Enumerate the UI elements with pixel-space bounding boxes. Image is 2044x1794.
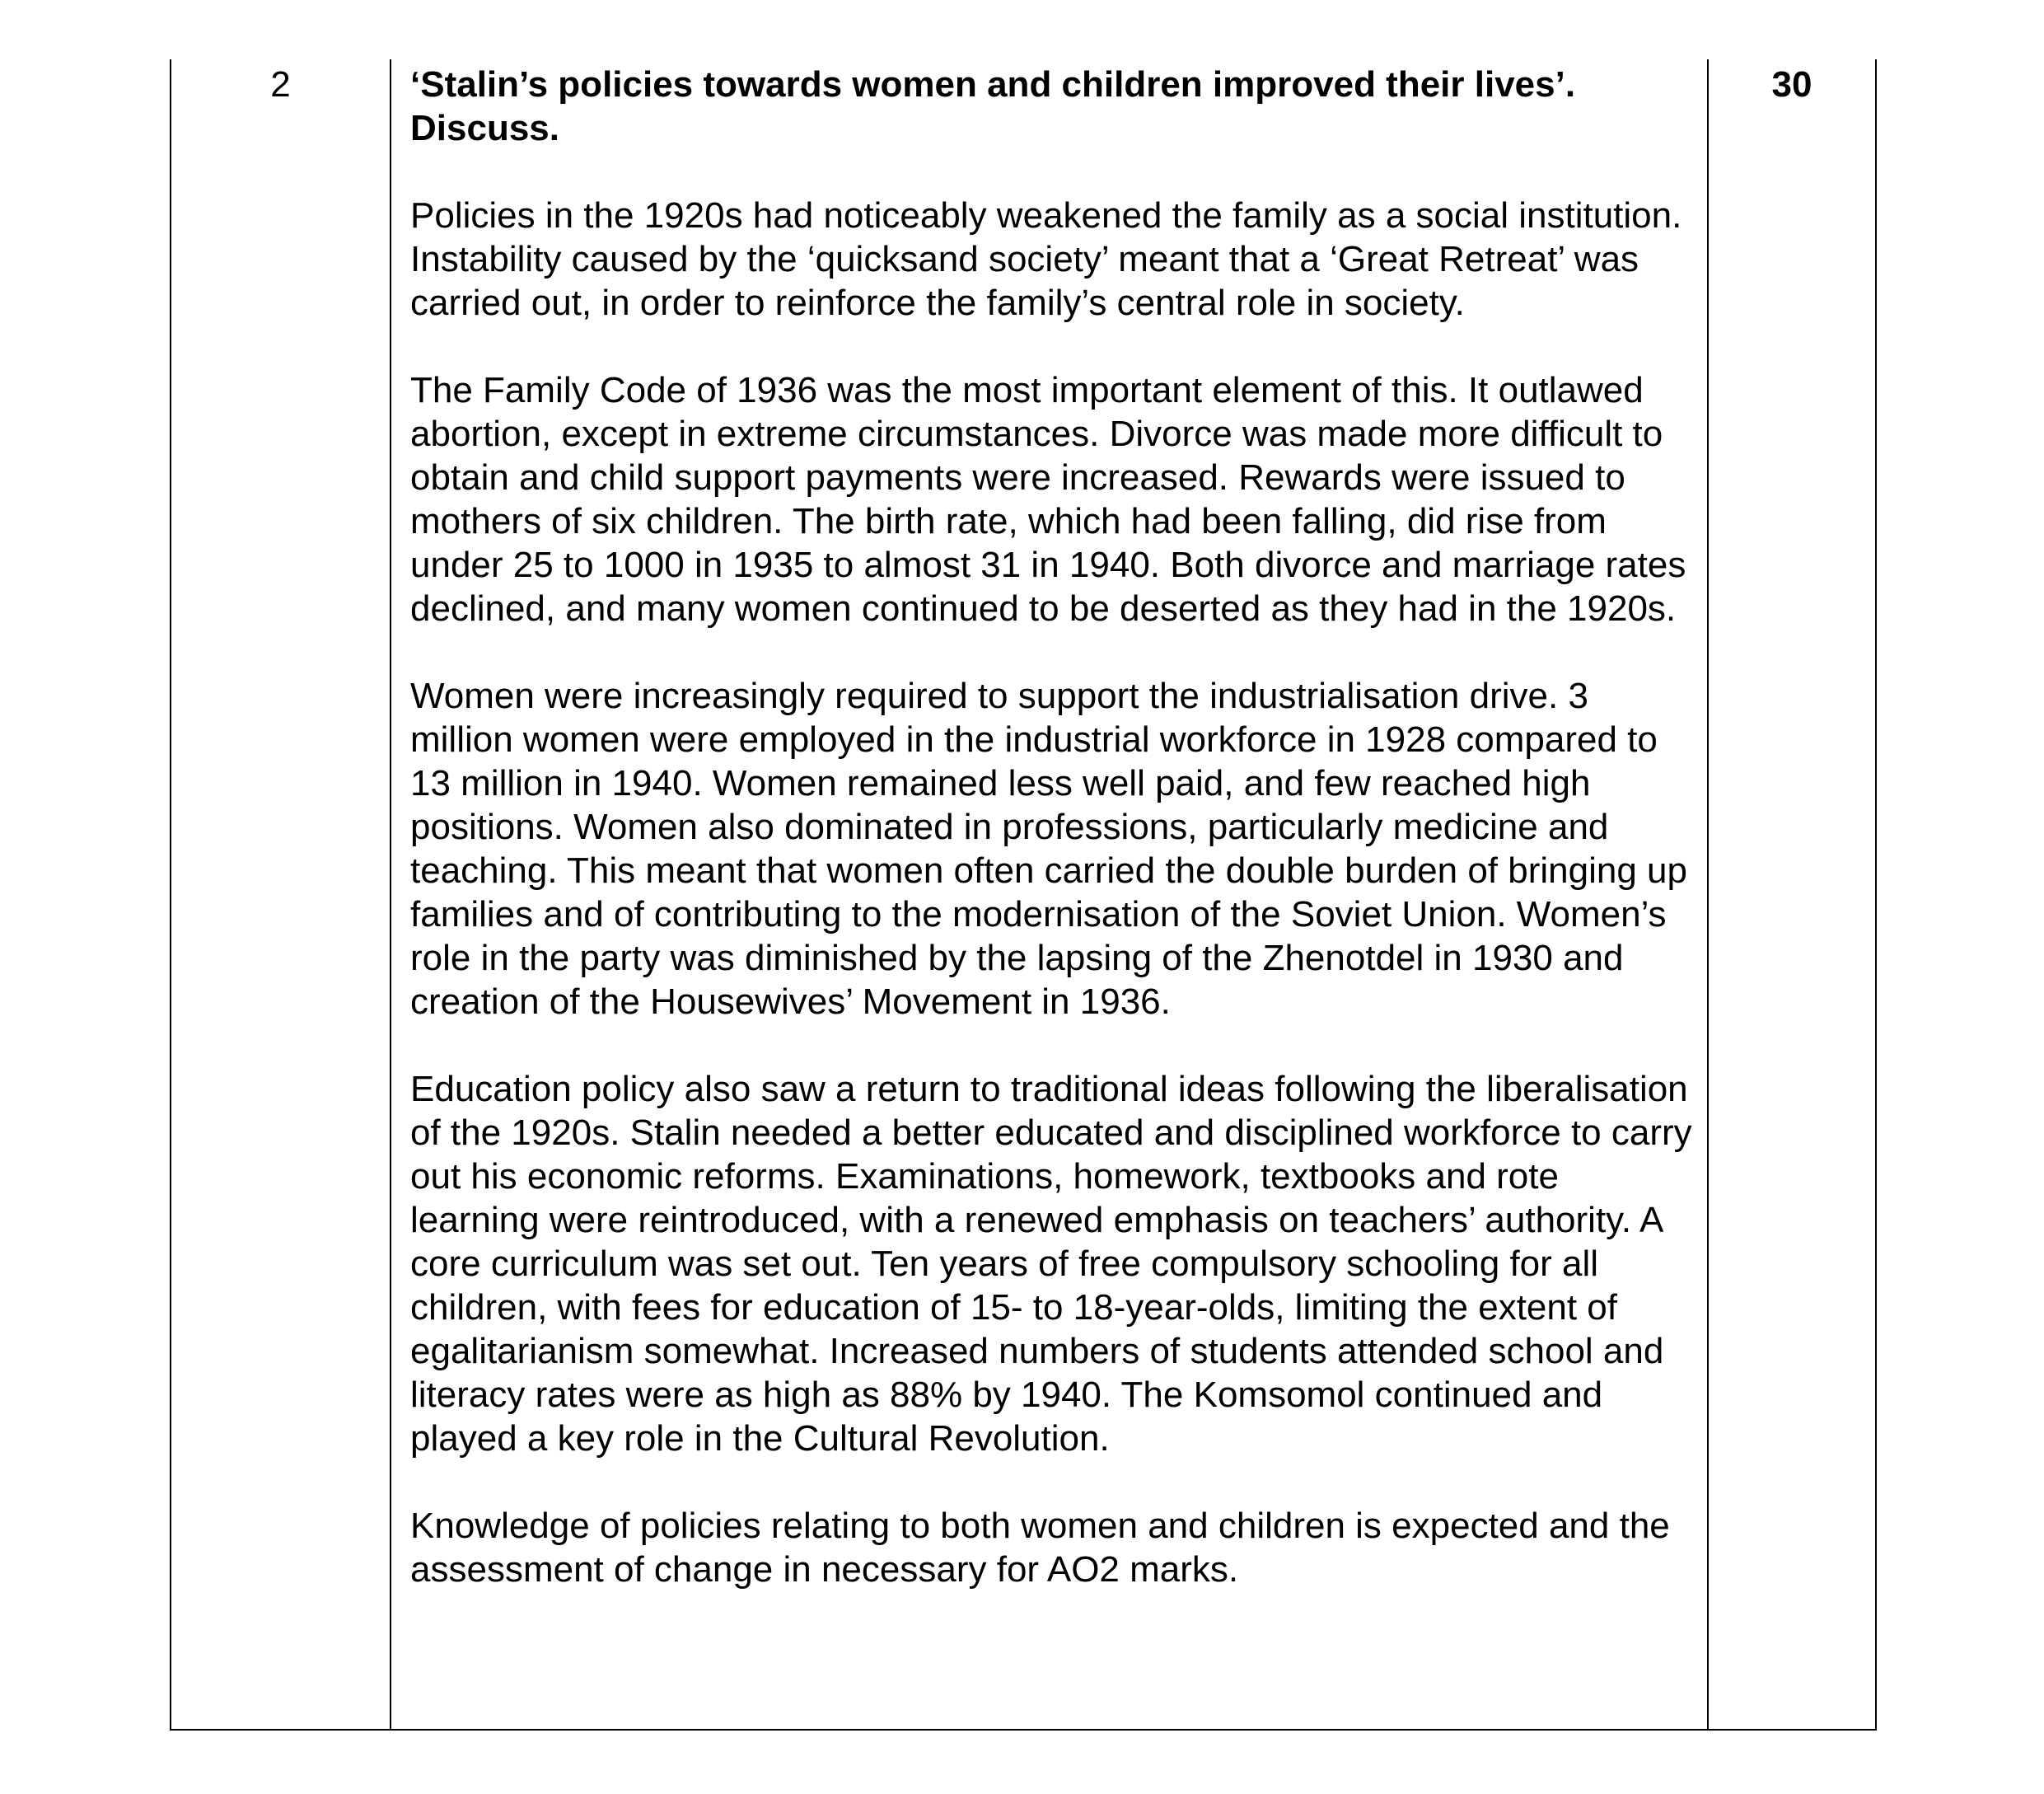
guidance-paragraph-5: Knowledge of policies relating to both women and children is expected and the assessment of change in necessary for AO2 marks. <box>410 1506 1670 1590</box>
guidance-paragraph-4: Education policy also saw a return to traditional ideas following the liberalisation of the 1920s. Stalin needed a better educated and disciplined workforce to carry out his economic reforms. Examinations, homework, textbooks and rote learning were reintroduced, with a renewed emphasis on teachers’ authority. A core curriculum was set out. Ten years of free compulsory schooling for all children, with fees for education of 15- to 18-year-olds, limiting the extent of egalitarianism somewhat. Increased numbers of students attended school and literacy rates were as high as 88% by 1940. The Komsomol continued and played a key role in the Cultural Revolution. <box>410 1069 1692 1459</box>
mark-scheme-table <box>170 59 1877 1731</box>
question-marks: 30 <box>1771 64 1812 105</box>
question-number: 2 <box>270 64 291 105</box>
column-divider-marks <box>1707 59 1709 1729</box>
column-divider-number <box>390 59 391 1729</box>
guidance-paragraph-3: Women were increasingly required to support the industrialisation drive. 3 million women were employed in the industrial workforce in 1928 compared to 13 million in 1940. Women remained less well paid, and few reached high positions. Women also dominated in professions, particularly medicine and teaching. This meant that women often carried the double burden of bringing up families and of contributing to the modernisation of the Soviet Union. Women’s role in the party was diminished by the lapsing of the Zhenotdel in 1930 and creation of the Housewives’ Movement in 1936. <box>410 676 1687 1022</box>
question-title: ‘Stalin’s policies towards women and children improved their lives’. Discuss. <box>410 64 1576 148</box>
guidance-paragraph-1: Policies in the 1920s had noticeably weakened the family as a social institution. Instability caused by the ‘quicksand society’ meant that a ‘Great Retreat’ was carried out, in order to reinforce the family’s central role in society. <box>410 195 1682 323</box>
guidance-paragraph-2: The Family Code of 1936 was the most important element of this. It outlawed abortion, except in extreme circumstances. Divorce was made more difficult to obtain and child support payments were increased. Rewards were issued to mothers of six children. The birth rate, which had been falling, did rise from under 25 to 1000 in 1935 to almost 31 in 1940. Both divorce and marriage rates declined, and many women continued to be deserted as they had in the 1920s. <box>410 370 1686 629</box>
answer-guidance <box>410 63 1696 1591</box>
